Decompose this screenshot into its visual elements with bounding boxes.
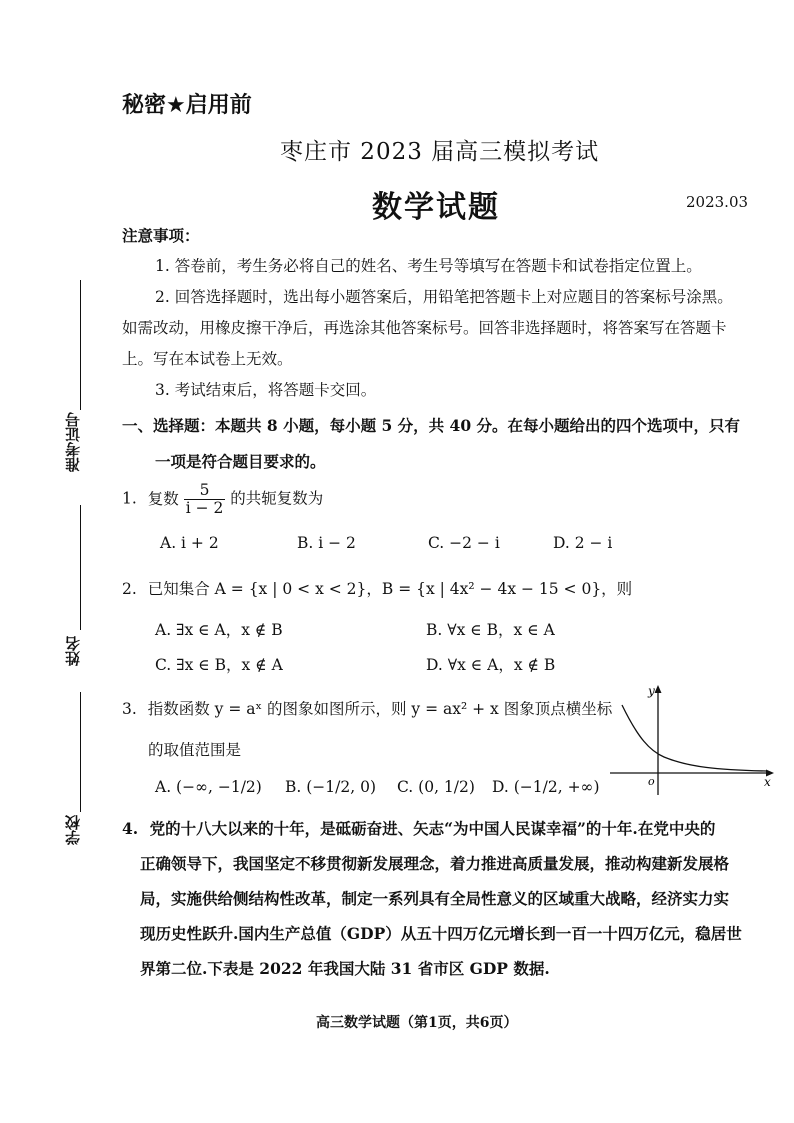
q1-option-b: B. i − 2 <box>297 534 356 552</box>
question-number: 1. <box>122 489 137 508</box>
exponential-curve <box>622 705 766 771</box>
q3-option-c: C. (0, 1/2) <box>397 778 475 796</box>
exam-id-label: 准考证号 <box>64 412 82 472</box>
exam-title: 枣庄市 2023 届高三模拟考试 <box>280 139 600 165</box>
q1-option-d: D. 2 − i <box>553 534 613 552</box>
q3-stem-line-1: 指数函数 y = aˣ 的图象如图所示，则 y = ax² + x 图象顶点横坐标 <box>147 700 613 718</box>
q2-option-b: B. ∀x ∈ B，x ∈ A <box>426 621 555 639</box>
q2-option-d: D. ∀x ∈ A，x ∉ B <box>426 656 556 674</box>
q3-option-b: B. (−1/2, 0) <box>285 778 376 796</box>
q3-option-a: A. (−∞, −1/2) <box>155 778 262 796</box>
exam-date: 2023.03 <box>686 193 749 211</box>
q1-prefix: 复数 <box>147 489 179 508</box>
note-item-3: 3. 考试结束后，将答题卡交回。 <box>155 381 377 399</box>
q2-option-c: C. ∃x ∈ B，x ∉ A <box>155 656 283 674</box>
secret-mark: 秘密★启用前 <box>122 93 252 118</box>
subject-title: 数学试题 <box>372 190 500 225</box>
x-axis-label: x <box>764 775 771 789</box>
y-axis-arrow <box>655 685 662 693</box>
question-4 <box>122 817 715 839</box>
name-line <box>80 505 81 630</box>
q4-line-1: 党的十八大以来的十年，是砥砺奋进、矢志“为中国人民谋幸福”的十年.在党中央的 <box>149 819 716 838</box>
section-1-heading-line-2: 一项是符合题目要求的。 <box>155 452 326 471</box>
name-label: 姓名 <box>64 636 82 666</box>
q4-line-3: 局，实施供给侧结构性改革，制定一系列具有全局性意义的区域重大战略，经济实力实 <box>140 889 730 908</box>
y-axis-label: y <box>648 684 655 698</box>
q1-option-c: C. −2 − i <box>428 534 500 552</box>
page-footer: 高三数学试题（第1页，共6页） <box>316 1015 518 1031</box>
q4-line-5: 界第二位.下表是 2022 年我国大陆 31 省市区 GDP 数据. <box>140 959 550 978</box>
q2-stem: 已知集合 A = {x | 0 < x < 2}，B = {x | 4x² − 4x − 15 < 0}，则 <box>147 580 633 598</box>
note-item-2-line-2: 如需改动，用橡皮擦干净后，再选涂其他答案标号。回答非选择题时，将答案写在答题卡 <box>122 319 727 337</box>
q1-suffix: 的共轭复数为 <box>230 489 324 508</box>
school-label: 学校 <box>64 815 82 845</box>
exam-id-line <box>80 280 81 410</box>
q1-fraction <box>184 482 226 517</box>
q1-frac-num: 5 <box>184 482 226 500</box>
origin-label: o <box>648 775 655 788</box>
question-number: 4. <box>122 819 139 838</box>
note-item-2-line-3: 上。写在本试卷上无效。 <box>122 350 293 368</box>
q4-line-4: 现历史性跃升.国内生产总值（GDP）从五十四万亿元增长到一百一十四万亿元，稳居世 <box>140 924 742 943</box>
question-1 <box>122 482 323 517</box>
q2-option-a: A. ∃x ∈ A，x ∉ B <box>155 621 283 639</box>
notes-heading: 注意事项： <box>122 226 200 245</box>
q3-option-d: D. (−1/2, +∞) <box>492 778 600 796</box>
question-3 <box>122 697 612 719</box>
school-line <box>80 692 81 812</box>
exponential-graph <box>608 683 778 798</box>
q1-frac-den: i − 2 <box>185 499 224 518</box>
note-item-1: 1. 答卷前，考生务必将自己的姓名、考生号等填写在答题卡和试卷指定位置上。 <box>155 257 702 275</box>
q1-option-a: A. i + 2 <box>160 534 219 552</box>
section-1-heading-line-1: 一、选择题：本题共 8 小题，每小题 5 分，共 40 分。在每小题给出的四个选项中，只有 <box>122 416 741 435</box>
q3-stem-line-2: 的取值范围是 <box>148 741 242 759</box>
question-number: 3. <box>122 700 137 718</box>
q4-line-2: 正确领导下，我国坚定不移贯彻新发展理念，着力推进高质量发展，推动构建新发展格 <box>140 854 730 873</box>
question-number: 2. <box>122 580 137 598</box>
note-item-2-line-1: 2. 回答选择题时，选出每小题答案后，用铅笔把答题卡上对应题目的答案标号涂黑。 <box>155 288 733 306</box>
question-2 <box>122 577 632 599</box>
